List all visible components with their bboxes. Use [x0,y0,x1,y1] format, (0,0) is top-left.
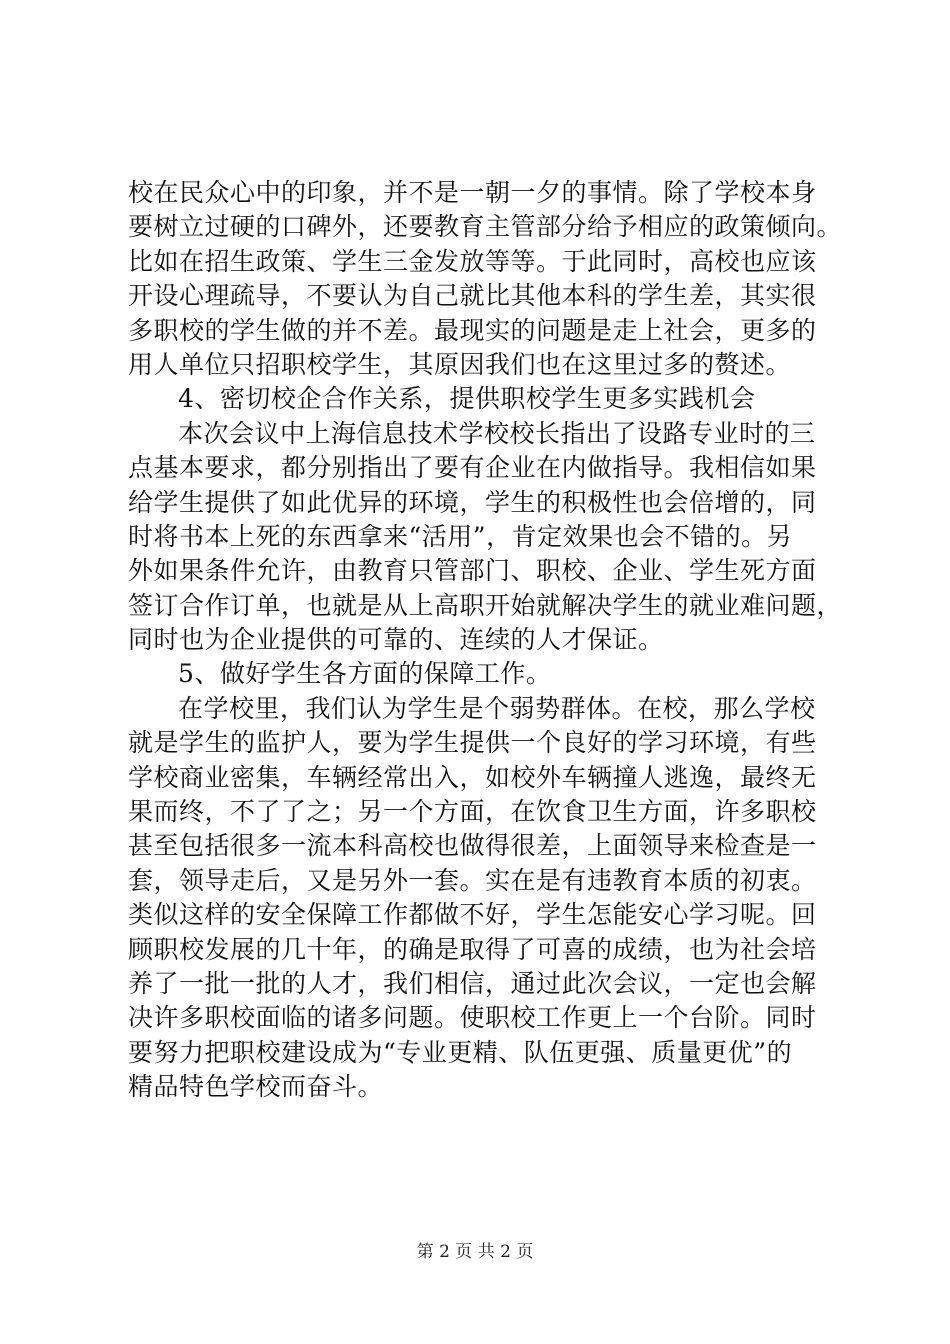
document-body [128,176,843,1105]
body-line: 用人单位只招职校学生，其原因我们也在这里过多的赘述。 [128,349,792,379]
body-line: 校在民众心中的印象，并不是一朝一夕的事情。除了学校本身 [128,178,817,207]
body-line: 决许多职校面临的诸多问题。使职校工作更上一个台阶。同时 [128,1003,817,1033]
body-line: 时将书本上死的东西拿来“活用”，肯定效果也会不错的。另 [128,521,793,551]
page-number-footer: 第 2 页 共 2 页 [416,1242,534,1262]
body-line: 开设心理疏导，不要认为自己就比其他本科的学生差，其实很 [128,281,817,311]
body-line: 签订合作订单，也就是从上高职开始就解决学生的就业难问题， [128,590,843,620]
section-heading-5: 5、做好学生各方面的保障工作。 [178,659,552,689]
body-line: 学校商业密集，车辆经常出入，如校外车辆撞人逃逸，最终无 [128,762,817,792]
body-line: 套，领导走后，又是另外一套。实在是有违教育本质的初衷。 [128,865,817,895]
body-line: 要努力把职校建设成为“专业更精、队伍更强、质量更优”的 [128,1037,793,1067]
body-line: 比如在招生政策、学生三金发放等等。于此同时，高校也应该 [128,246,817,276]
body-line: 同时也为企业提供的可靠的、连续的人才保证。 [128,625,664,655]
body-line: 甚至包括很多一流本科高校也做得很差，上面领导来检查是一 [128,831,817,861]
paragraph-start-line: 在学校里，我们认为学生是个弱势群体。在校，那么学校 [178,693,816,723]
body-line: 点基本要求，都分别指出了要有企业在内做指导。我相信如果 [128,453,817,483]
body-line: 外如果条件允许，由教育只管部门、职校、企业、学生死方面 [128,556,817,586]
body-line: 精品特色学校而奋斗。 [128,1072,384,1102]
body-line: 要树立过硬的口碑外，还要教育主管部分给予相应的政策倾向。 [128,212,843,242]
body-line: 顾职校发展的几十年，的确是取得了可喜的成绩，也为社会培 [128,934,817,964]
body-line: 果而终，不了了之；另一个方面，在饮食卫生方面，许多职校 [128,797,817,827]
paragraph-start-line: 本次会议中上海信息技术学校校长指出了设路专业时的三 [178,418,816,448]
section-heading-4: 4、密切校企合作关系，提供职校学生更多实践机会 [178,384,756,414]
body-line: 类似这样的安全保障工作都做不好，学生怎能安心学习呢。回 [128,900,817,930]
body-line: 养了一批一批的人才，我们相信，通过此次会议，一定也会解 [128,968,817,998]
body-line: 给学生提供了如此优异的环境，学生的积极性也会倍增的，同 [128,487,817,517]
body-line: 多职校的学生做的并不差。最现实的问题是走上社会，更多的 [128,315,817,345]
body-line: 就是学生的监护人，要为学生提供一个良好的学习环境，有些 [128,728,817,758]
